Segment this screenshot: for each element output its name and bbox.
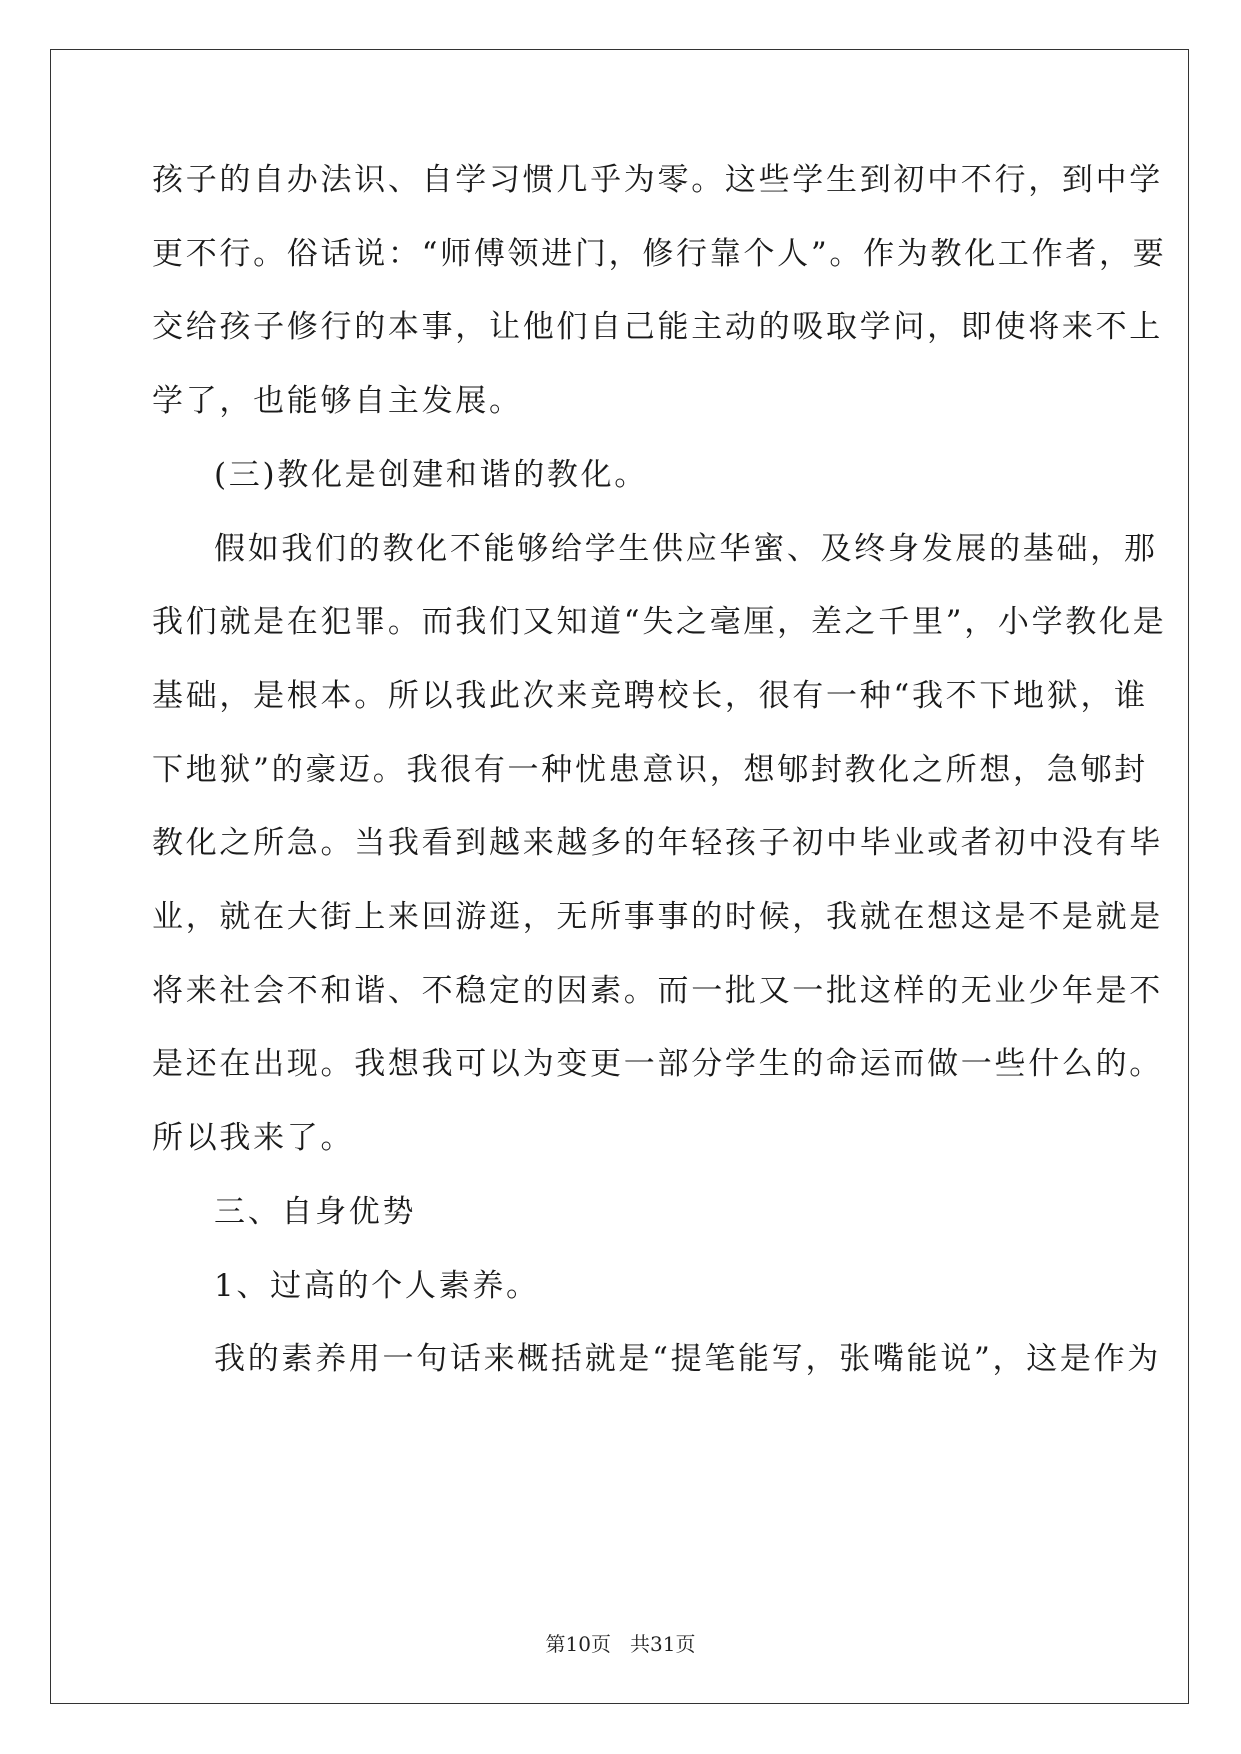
text-line: 假如我们的教化不能够给学生供应华蜜、及终身发展的基础，那: [214, 530, 1158, 567]
text-line: 下地狱”的豪迈。我很有一种忧患意识，想郇封教化之所想，急郇封: [152, 751, 1148, 788]
page-total: 共31页: [630, 1632, 696, 1656]
text-line: 业，就在大街上来回游逛，无所事事的时候，我就在想这是不是就是: [152, 899, 1163, 935]
text-line: 是还在出现。我想我可以为变更一部分学生的命运而做一些什么的。: [152, 1046, 1163, 1083]
text-line: 教化之所急。当我看到越来越多的年轻孩子初中毕业或者初中没有毕: [152, 825, 1163, 862]
page-footer: [0, 1628, 1241, 1657]
text-line: 将来社会不和谐、不稳定的因素。而一批又一批这样的无业少年是不: [152, 972, 1163, 1009]
text-line: 我们就是在犯罪。而我们又知道“失之毫厘，差之千里”，小学教化是: [152, 604, 1167, 641]
text-line: 基础，是根本。所以我此次来竞聘校长，很有一种“我不下地狱，谁: [152, 677, 1148, 714]
page-number: 第10页: [545, 1632, 611, 1656]
text-line: 更不行。俗话说：“师傅领进门，修行靠个人”。作为教化工作者，要: [152, 235, 1167, 272]
text-line: 所以我来了。: [152, 1120, 355, 1157]
text-line: (三)教化是创建和谐的教化。: [214, 456, 648, 493]
text-line: 孩子的自办法识、自学习惯几乎为零。这些学生到初中不行，到中学: [152, 162, 1163, 198]
text-line: 1、过高的个人素养。: [214, 1267, 540, 1304]
page-border: [50, 49, 1189, 1704]
text-line: 我的素养用一句话来概括就是“提笔能写，张嘴能说”，这是作为: [214, 1341, 1161, 1378]
text-line: 学了，也能够自主发展。: [152, 383, 523, 420]
text-line: 三、自身优势: [214, 1193, 417, 1230]
text-line: 交给孩子修行的本事，让他们自己能主动的吸取学问，即使将来不上: [152, 309, 1163, 346]
